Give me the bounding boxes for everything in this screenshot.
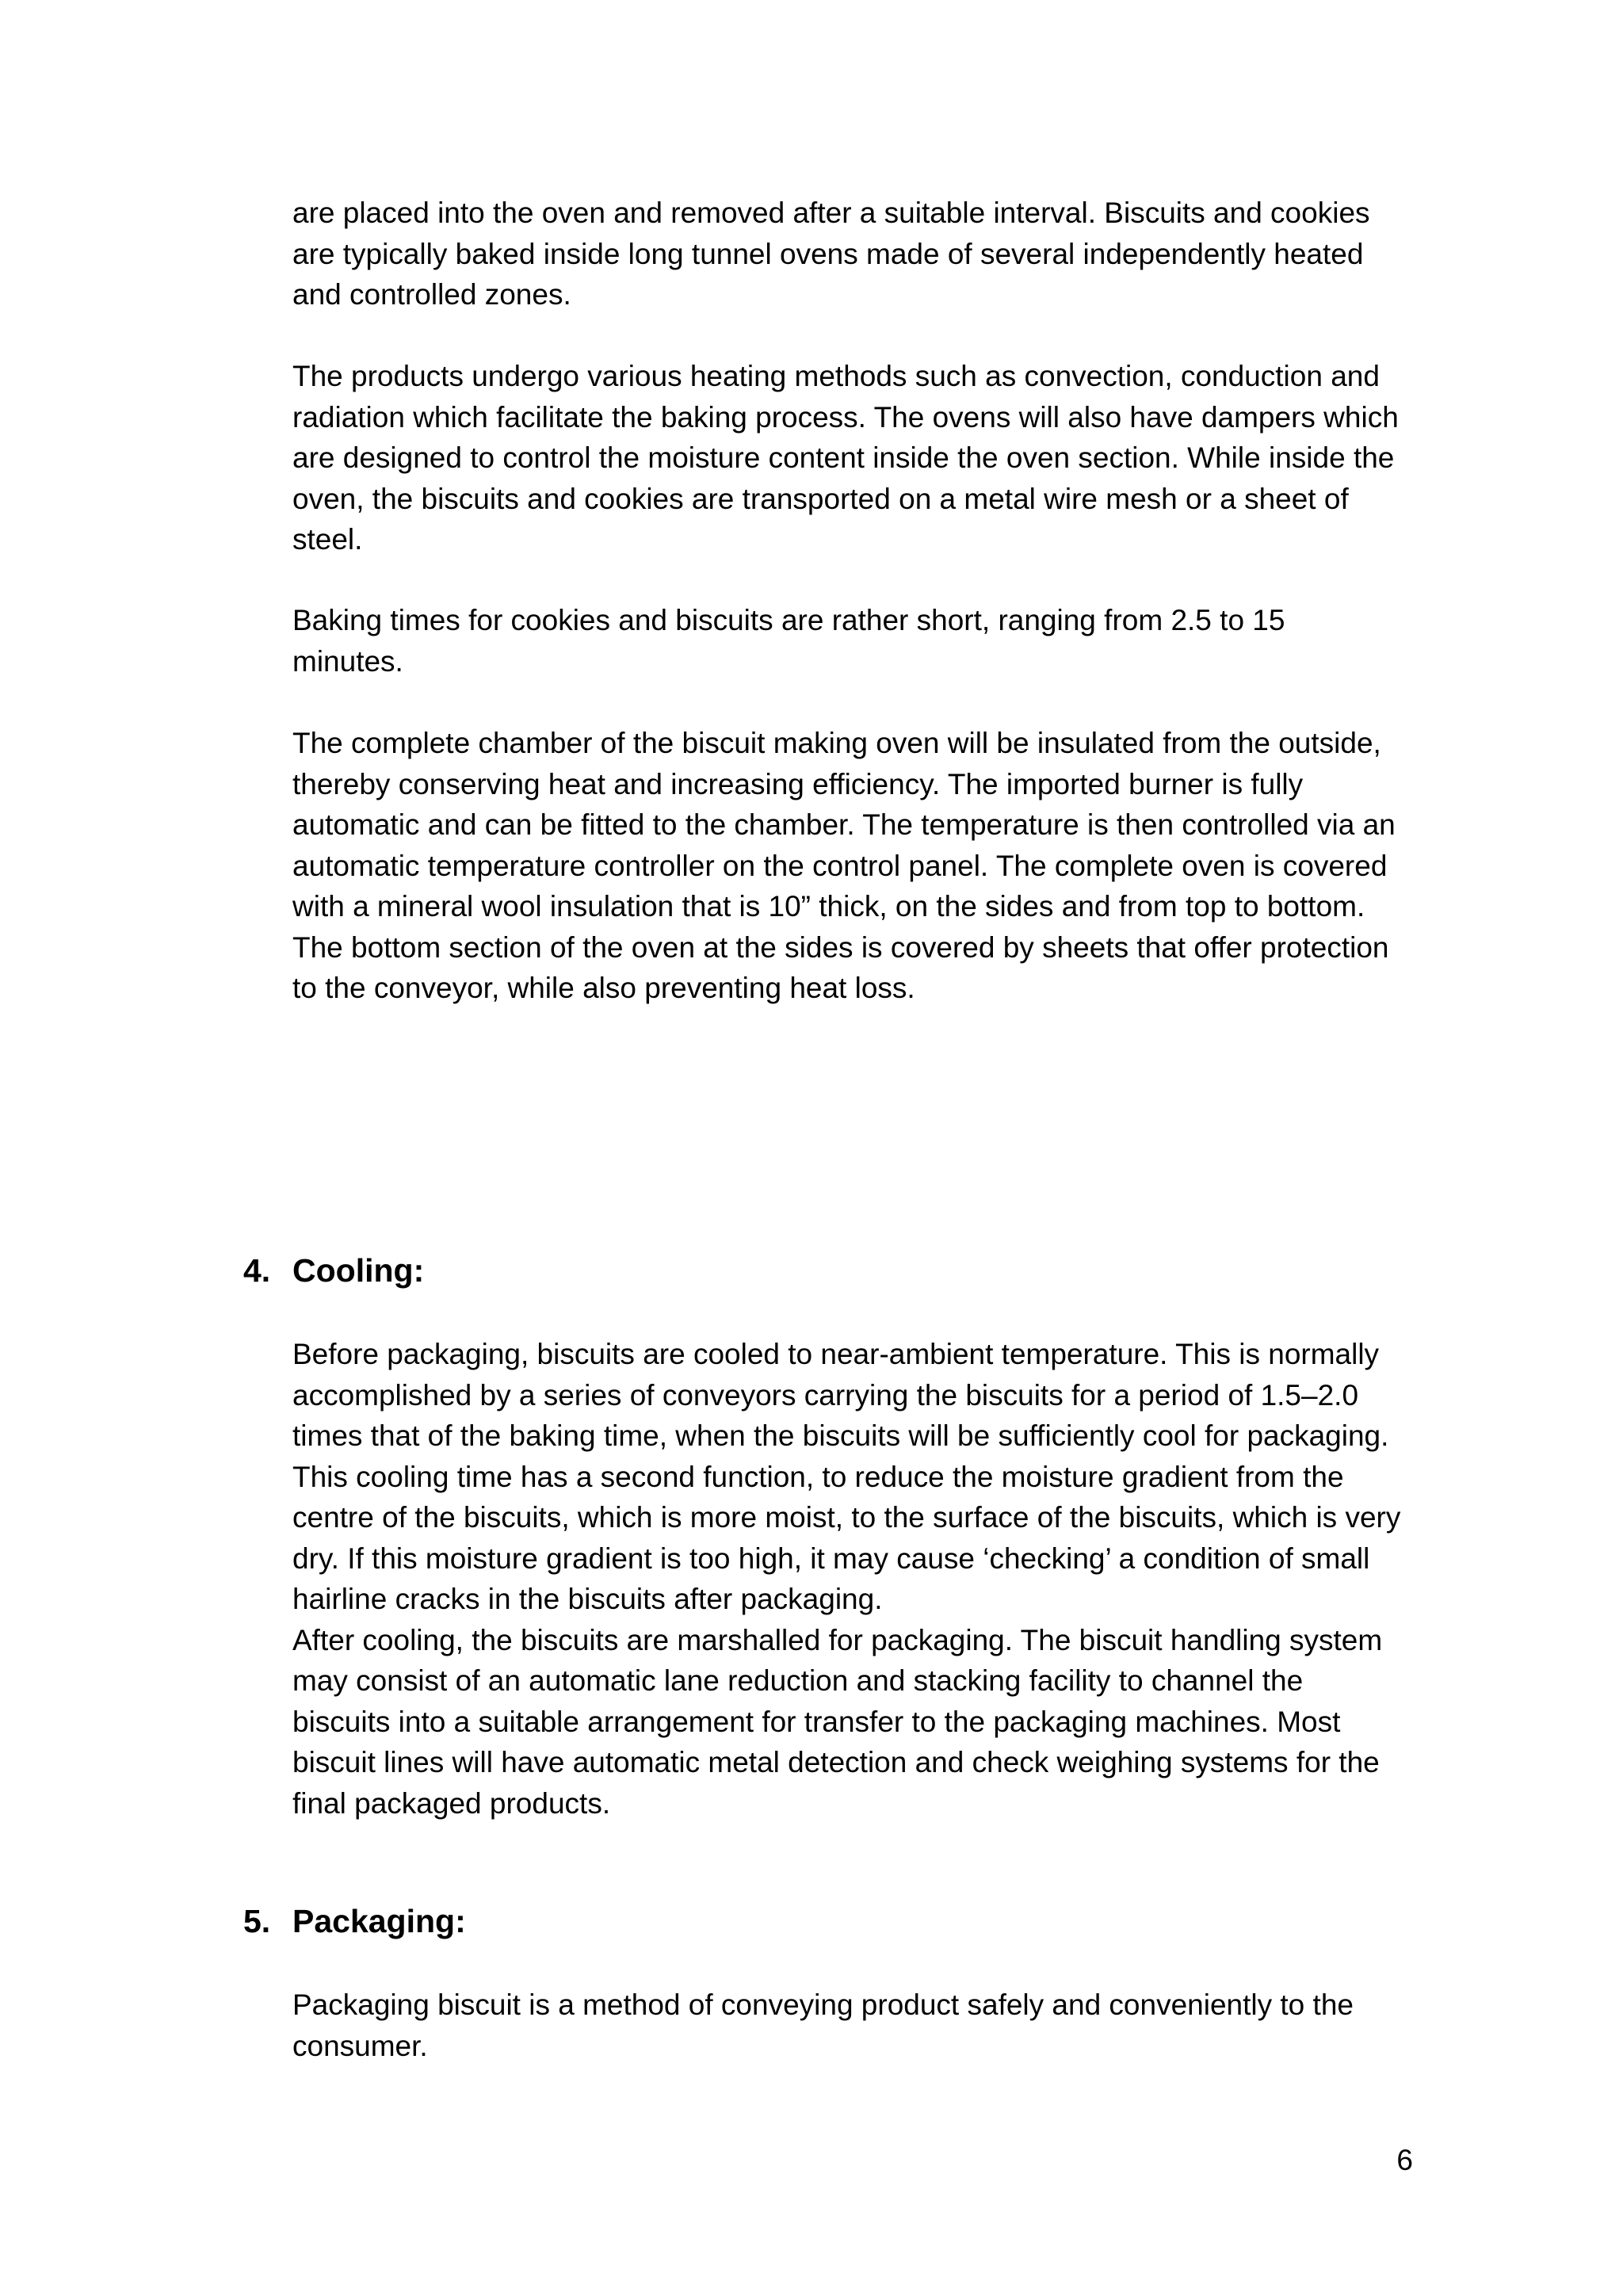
paragraph-heating-methods: The products undergo various heating methods such as convection, conduction and radiation which facilitate the baking process. The ovens will also have dampers which are designed to control the moisture content inside the oven section. While inside the oven, the biscuits and cookies are transported on a metal wire mesh or a sheet of steel. xyxy=(292,360,1399,556)
section-title-cooling: Cooling: xyxy=(292,1252,425,1289)
page-number: 6 xyxy=(1396,2144,1413,2176)
paragraph-cooling-body: Before packaging, biscuits are cooled to near-ambient temperature. This is normally accomplished by a series of conveyors carrying the biscuits for a period of 1.5–2.0 times that of the baking time, when the biscuits will be sufficiently cool for packaging. This cooling time has a second function, to reduce the moisture gradient from the centre of the biscuits, which is more moist, to the surface of the biscuits, which is very dry. If this moisture gradient is too high, it may cause ‘checking’ a condition of small hairline cracks in the biscuits after packaging. After cooling, the biscuits are marshalled for packaging. The biscuit handling system may consist of an automatic lane reduction and stacking facility to channel the biscuits into a suitable arrangement for transfer to the packaging machines. Most biscuit lines will have automatic metal detection and check weighing systems for the final packaged products. xyxy=(292,1338,1401,1820)
section-title-packaging: Packaging: xyxy=(292,1903,466,1939)
section-number-packaging: 5. xyxy=(243,1903,271,1939)
paragraph-packaging-body: Packaging biscuit is a method of conveying product safely and conveniently to the consumer. xyxy=(292,1988,1354,2062)
section-heading-cooling xyxy=(0,1251,1623,1292)
section-heading-packaging xyxy=(0,1901,1623,1943)
paragraph-baking-times: Baking times for cookies and biscuits are rather short, ranging from 2.5 to 15 minutes. xyxy=(292,604,1285,678)
paragraph-oven-intro: are placed into the oven and removed after a suitable interval. Biscuits and cookies are typically baked inside long tunnel ovens made of several independently heated and controlled zones. xyxy=(292,197,1370,311)
paragraph-oven-chamber: The complete chamber of the biscuit making oven will be insulated from the outside, thereby conserving heat and increasing efficiency. The imported burner is fully automatic and can be fitted to the chamber. The temperature is then controlled via an automatic temperature controller on the control panel. The complete oven is covered with a mineral wool insulation that is 10” thick, on the sides and from top to bottom. The bottom section of the oven at the sides is covered by sheets that offer protection to the conveyor, while also preventing heat loss. xyxy=(292,727,1396,1004)
section-number-cooling: 4. xyxy=(243,1252,271,1289)
